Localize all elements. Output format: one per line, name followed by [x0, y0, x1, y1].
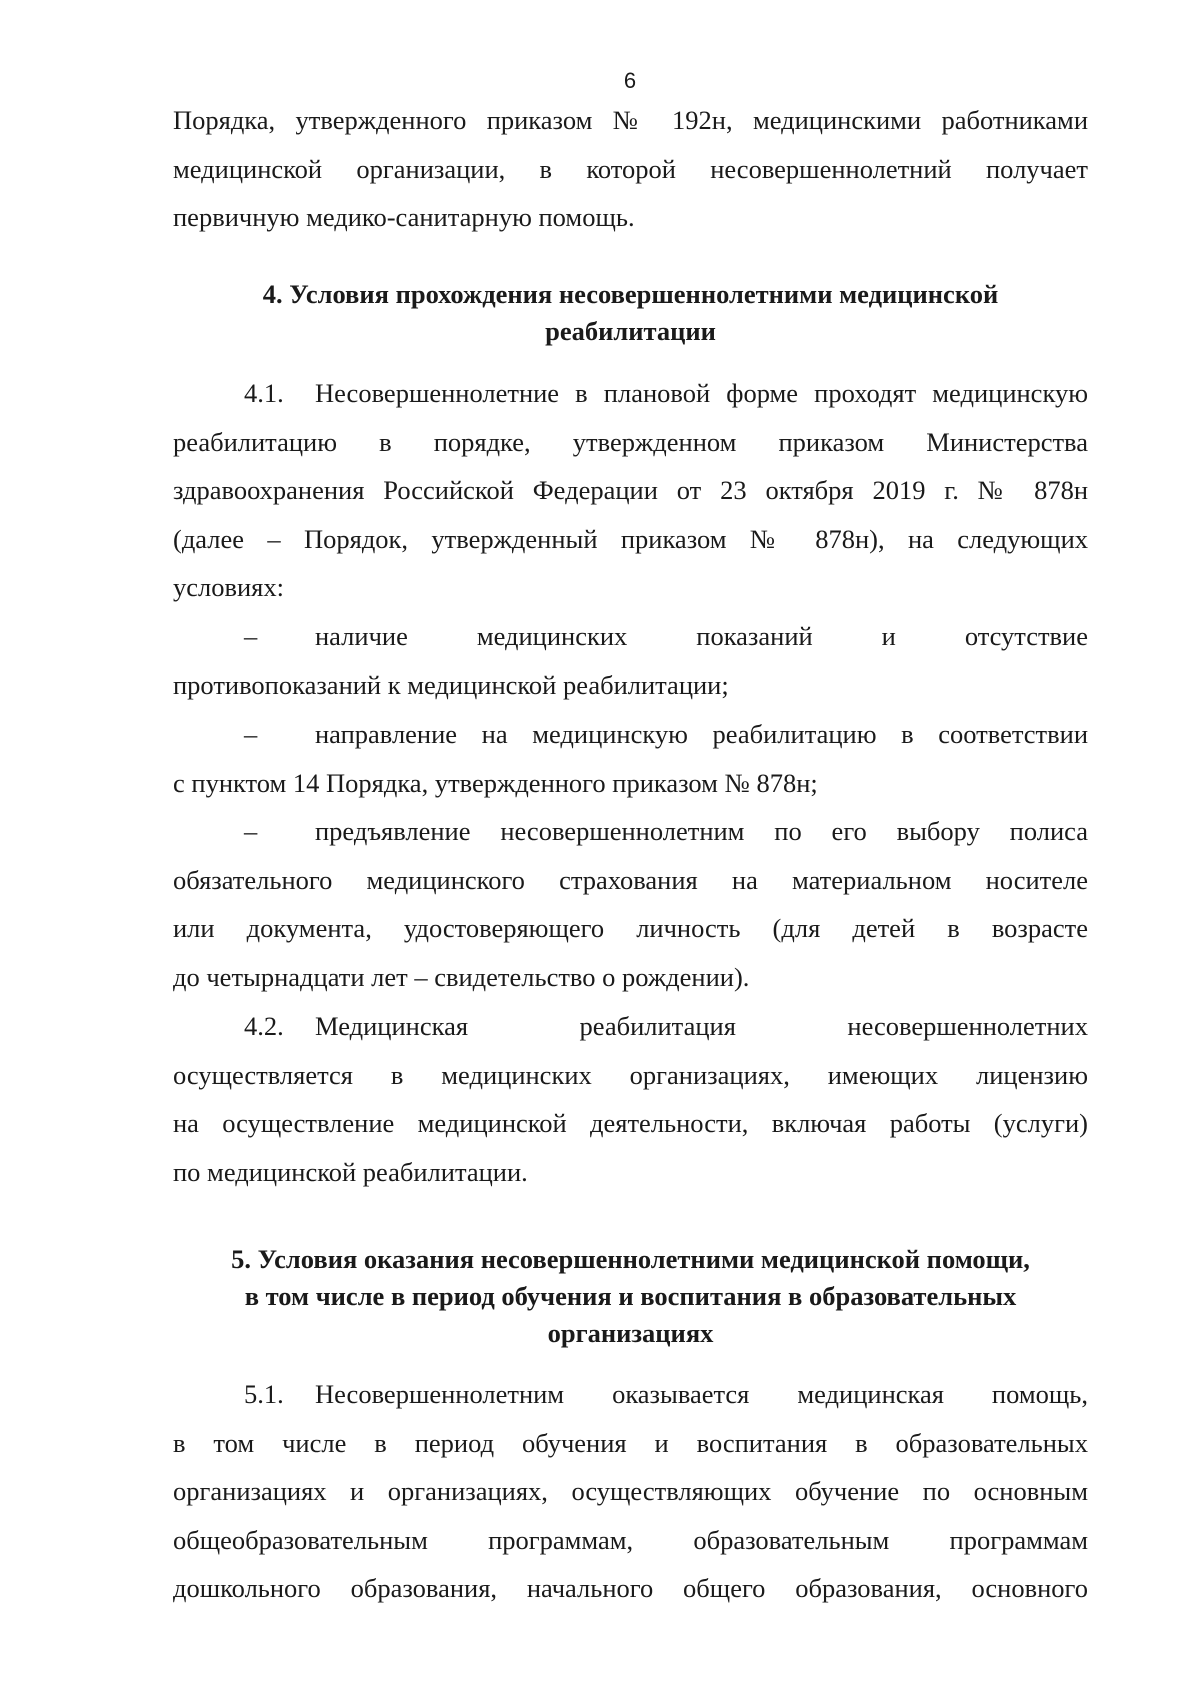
intro-paragraph: [173, 96, 1088, 242]
heading-line: 4. Условия прохождения несовершеннолетними медицинской: [262, 279, 999, 309]
text-line: или документа, удостоверяющего личность (для детей в возрасте: [173, 913, 1088, 944]
dash-marker: –: [244, 621, 258, 651]
heading-line: организациях: [547, 1318, 714, 1348]
text-line: реабилитацию в порядке, утвержденном приказом Министерства: [173, 426, 1088, 457]
text-line: Порядка, утвержденного приказом № 192н, медицинскими работниками: [173, 105, 1088, 135]
text-line: Медицинская реабилитация несовершеннолетних: [315, 1011, 1088, 1041]
text-line: обязательного медицинского страхования на материальном носителе: [173, 864, 1088, 895]
text-line: дошкольного образования, начального общего образования, основного: [173, 1573, 1088, 1604]
text-line: в том числе в период обучения и воспитания в образовательных: [173, 1427, 1088, 1458]
text-line: Несовершеннолетним оказывается медицинская помощь,: [315, 1379, 1088, 1409]
text-line: с пунктом 14 Порядка, утвержденного приказом № 878н;: [173, 767, 818, 798]
list-item: [173, 710, 1088, 807]
text-line: (далее – Порядок, утвержденный приказом № 878н), на следующих: [173, 523, 1088, 554]
heading-line: в том числе в период обучения и воспитания в образовательных: [244, 1281, 1017, 1311]
text-line: организациях и организациях, осуществляющих обучение по основным: [173, 1476, 1088, 1507]
text-line: противопоказаний к медицинской реабилитации;: [173, 669, 729, 700]
dash-marker: –: [244, 719, 258, 749]
paragraph-number: 4.2.: [244, 1011, 284, 1041]
paragraph-5-1: [173, 1370, 1088, 1613]
section-5-heading: [173, 1241, 1088, 1352]
heading-line: реабилитации: [545, 316, 716, 346]
text-line: условиях:: [173, 572, 284, 603]
text-line: первичную медико-санитарную помощь.: [173, 202, 635, 233]
text-line: наличие медицинских показаний и отсутствие: [315, 621, 1088, 651]
paragraph-4-1: [173, 369, 1088, 612]
text-line: Несовершеннолетние в плановой форме проходят медицинскую: [315, 378, 1088, 408]
paragraph-number: 4.1.: [244, 378, 284, 408]
text-line: на осуществление медицинской деятельности, включая работы (услуги): [173, 1108, 1088, 1139]
section-4-heading: [173, 276, 1088, 350]
text-line: медицинской организации, в которой несовершеннолетний получает: [173, 153, 1088, 184]
list-item: [173, 612, 1088, 709]
text-line: здравоохранения Российской Федерации от 23 октября 2019 г. № 878н: [173, 475, 1088, 506]
heading-line: 5. Условия оказания несовершеннолетними медицинской помощи,: [231, 1244, 1030, 1274]
text-line: направление на медицинскую реабилитацию в соответствии: [315, 719, 1088, 749]
text-line: осуществляется в медицинских организациях, имеющих лицензию: [173, 1059, 1088, 1090]
text-line: по медицинской реабилитации.: [173, 1156, 528, 1187]
list-item: [173, 807, 1088, 1001]
page-number: 6: [623, 68, 637, 93]
text-line: общеобразовательным программам, образовательным программам: [173, 1524, 1088, 1555]
text-line: предъявление несовершеннолетним по его выбору полиса: [315, 816, 1088, 846]
paragraph-number: 5.1.: [244, 1379, 284, 1409]
dash-marker: –: [244, 816, 258, 846]
text-line: до четырнадцати лет – свидетельство о рождении).: [173, 961, 750, 992]
paragraph-4-2: [173, 1002, 1088, 1196]
